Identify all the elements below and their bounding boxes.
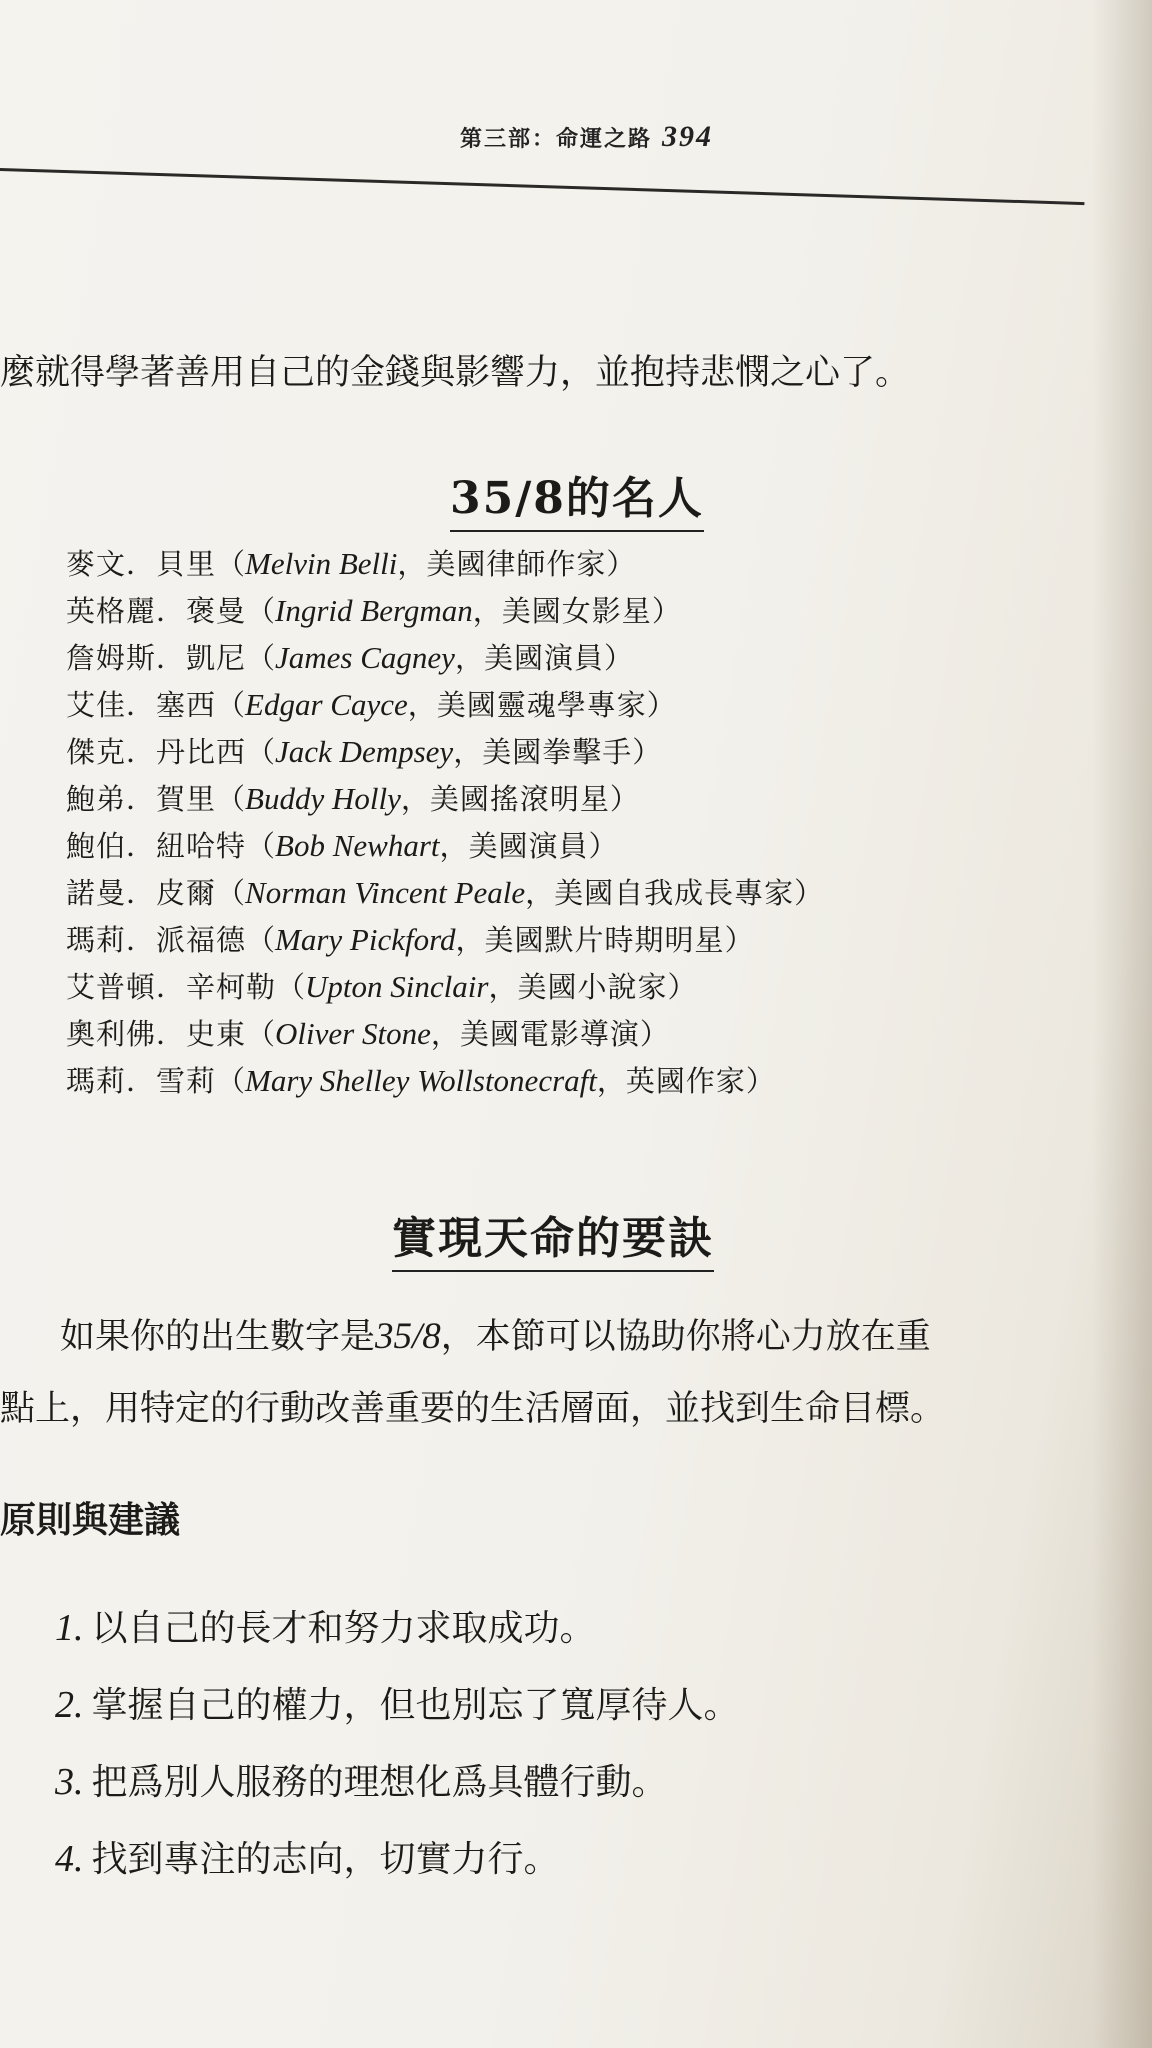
celebrity-en-name: Mary Shelley Wollstonecraft [245, 1063, 597, 1098]
celebrity-description: 美國自我成長專家 [554, 876, 795, 910]
continuation-paragraph: 麼就得學著善用自己的金錢與影響力，並抱持悲憫之心了。 [0, 353, 911, 393]
celebrity-zh-name: 瑪莉．雪莉 [66, 1064, 217, 1098]
page-number: 394 [662, 120, 714, 153]
celebrity-en-name: Oliver Stone [275, 1016, 431, 1051]
celebrity-description: 英國作家 [625, 1064, 746, 1098]
celebrity-en-name: Melvin Belli [245, 546, 398, 581]
celebrity-en-name: Norman Vincent Peale [245, 875, 526, 910]
principles-list [55, 1590, 740, 1898]
running-header [460, 120, 713, 154]
birth-number: 35/8 [375, 1316, 441, 1357]
celebrity-description: 美國靈魂學專家 [436, 688, 647, 722]
celebrity-description: 美國律師作家 [426, 547, 607, 581]
celebrity-zh-name: 麥文．貝里 [66, 547, 217, 581]
celebrity-zh-name: 詹姆斯．凱尼 [66, 641, 247, 675]
intro-line-2: 點上，用特定的行動改善重要的生活層面，並找到生命目標。 [0, 1389, 946, 1429]
celebrity-en-name: Ingrid Bergman [275, 593, 473, 628]
celebrity-zh-name: 傑克．丹比西 [66, 735, 247, 769]
celebrity-description: 美國默片時期明星 [484, 923, 725, 957]
celebrity-description: 美國演員 [483, 641, 604, 675]
celebrity-description: 美國拳擊手 [482, 735, 633, 769]
celebrity-description: 美國女影星 [501, 594, 652, 628]
principle-text: 掌握自己的權力，但也別忘了寬厚待人。 [91, 1685, 740, 1726]
celebrity-zh-name: 艾佳．塞西 [66, 688, 217, 722]
header-rule [0, 168, 1084, 205]
page-gutter-shadow [1092, 0, 1152, 2048]
principle-text: 把爲別人服務的理想化爲具體行動。 [91, 1762, 668, 1803]
principle-text: 以自己的長才和努力求取成功。 [91, 1608, 596, 1649]
celebrity-en-name: Edgar Cayce [245, 687, 408, 722]
principle-number: 4. [55, 1838, 84, 1880]
principle-number: 2. [55, 1684, 84, 1726]
celebrity-en-name: Upton Sinclair [305, 969, 489, 1004]
celebrity-zh-name: 鮑伯．紐哈特 [66, 829, 247, 863]
celebrity-en-name: Jack Dempsey [275, 734, 454, 769]
list-item: 英格麗．褒曼（Ingrid Bergman，美國女影星） [66, 593, 681, 628]
celebrity-en-name: James Cagney [275, 640, 455, 675]
running-header-text: 第三部：命運之路 [460, 127, 653, 152]
celebrity-en-name: Mary Pickford [275, 922, 456, 957]
principle-number: 1. [55, 1607, 84, 1649]
celebrity-description: 美國小說家 [517, 970, 668, 1004]
intro-line-1 [60, 1300, 931, 1374]
celebrity-zh-name: 瑪莉．派福德 [66, 923, 247, 957]
celebrity-en-name: Buddy Holly [245, 781, 401, 816]
list-item [55, 1744, 740, 1821]
celebrity-zh-name: 諾曼．皮爾 [66, 876, 217, 910]
celebrity-en-name: Bob Newhart [275, 828, 440, 863]
celebrity-description: 美國演員 [468, 829, 589, 863]
intro-text-after: ，本節可以協助你將心力放在重 [440, 1317, 931, 1357]
principles-heading: 原則與建議 [0, 1500, 181, 1541]
celebrity-list [66, 540, 823, 1104]
celebrities-section-title: 35/8的名人 [450, 462, 704, 532]
intro-text-before: 如果你的出生數字是 [60, 1317, 376, 1357]
celebrity-zh-name: 艾普頓．辛柯勒 [66, 970, 277, 1004]
destiny-section-title: 實現天命的要訣 [392, 1202, 714, 1272]
principle-number: 3. [55, 1761, 84, 1803]
list-item [55, 1667, 740, 1744]
list-item: 瑪莉．派福德（Mary Pickford，美國默片時期明星） [66, 922, 754, 957]
principle-text: 找到專注的志向，切實力行。 [91, 1839, 560, 1880]
celebrity-zh-name: 鮑弟．賀里 [66, 782, 217, 816]
celebrity-zh-name: 奧利佛．史東 [66, 1017, 247, 1051]
celebrity-description: 美國電影導演 [459, 1017, 640, 1051]
celebrity-zh-name: 英格麗．褒曼 [66, 594, 247, 628]
list-item: 奧利佛．史東（Oliver Stone，美國電影導演） [66, 1016, 669, 1051]
celebrity-description: 美國搖滾明星 [429, 782, 610, 816]
list-item: 麥文．貝里（Melvin Belli，美國律師作家） [66, 546, 636, 581]
list-item: 艾普頓．辛柯勒（Upton Sinclair，美國小說家） [66, 969, 697, 1004]
list-item: 鮑弟．賀里（Buddy Holly，美國搖滾明星） [66, 781, 639, 816]
list-item [55, 1821, 740, 1898]
list-item: 瑪莉．雪莉（Mary Shelley Wollstonecraft，英國作家） [66, 1063, 775, 1098]
list-item: 艾佳．塞西（Edgar Cayce，美國靈魂學專家） [66, 687, 676, 722]
list-item: 諾曼．皮爾（Norman Vincent Peale，美國自我成長專家） [66, 875, 824, 910]
list-item [55, 1590, 740, 1667]
list-item: 鮑伯．紐哈特（Bob Newhart，美國演員） [66, 828, 618, 863]
list-item: 傑克．丹比西（Jack Dempsey，美國拳擊手） [66, 734, 662, 769]
list-item: 詹姆斯．凱尼（James Cagney，美國演員） [66, 640, 633, 675]
